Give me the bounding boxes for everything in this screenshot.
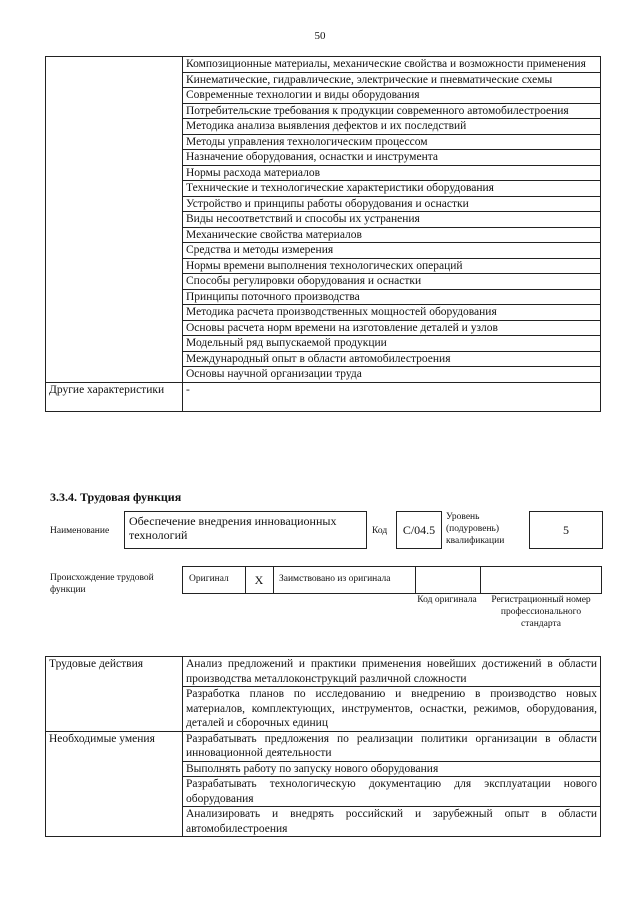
knowledge-item: Современные технологии и виды оборудования [183,88,601,104]
other-label: Другие характеристики [46,382,183,411]
skills-label: Необходимые умения [46,731,183,837]
page-number: 50 [314,30,326,42]
origin-label: Происхождение трудовой функции [50,573,154,595]
labor-action-item: Разработка планов по исследованию и внедрению в производство новых материалов, комплектующих, инструментов, оснастки, режимов, оборудования, деталей и сборочных единиц [183,687,601,732]
skill-item: Разрабатывать предложения по реализации политики организации в области инновационной деятельности [183,731,601,761]
origin-borrowed: Заимствовано из оригинала [279,574,391,584]
labor-actions-label: Трудовые действия [46,657,183,732]
origin-code-cell [415,567,481,593]
skill-item: Разрабатывать технологическую документацию для эксплуатации нового оборудования [183,777,601,807]
name-value: Обеспечение внедрения инновационных технологий [129,514,337,542]
code-value: С/04.5 [402,523,436,537]
knowledge-item: Нормы времени выполнения технологических операций [183,258,601,274]
level-label: Уровень (подуровень) квалификации [446,512,505,546]
knowledge-item: Кинематические, гидравлические, электрические и пневматические схемы [183,72,601,88]
origin-code-caption: Код оригинала [417,595,477,605]
skill-item: Выполнять работу по запуску нового оборудования [183,761,601,777]
knowledge-item: Виды несоответствий и способы их устранения [183,212,601,228]
name-label: Наименование [50,526,110,536]
knowledge-item: Методы управления технологическим процессом [183,134,601,150]
origin-original: Оригинал [189,574,229,584]
skill-item: Анализировать и внедрять российский и зарубежный опыт в области автомобилестроения [183,807,601,837]
table-row [46,731,601,761]
knowledge-item: Средства и методы измерения [183,243,601,259]
other-value: - [183,382,601,411]
level-value: 5 [563,523,569,537]
knowledge-item: Технические и технологические характеристики оборудования [183,181,601,197]
knowledge-item: Основы расчета норм времени на изготовление деталей и узлов [183,320,601,336]
knowledge-item: Международный опыт в области автомобилестроения [183,351,601,367]
origin-mark: X [245,567,274,593]
knowledge-item: Назначение оборудования, оснастки и инструмента [183,150,601,166]
knowledge-item: Принципы поточного производства [183,289,601,305]
knowledge-item: Механические свойства материалов [183,227,601,243]
knowledge-item: Композиционные материалы, механические свойства и возможности применения [183,57,601,73]
knowledge-item: Потребительские требования к продукции современного автомобилестроения [183,103,601,119]
table-row [46,382,601,411]
origin-original-cell [183,567,246,593]
knowledge-table [45,56,601,412]
origin-reg-caption: Регистрационный номер профессионального стандарта [491,595,591,629]
labor-table [45,656,601,837]
knowledge-item: Основы научной организации труда [183,367,601,383]
knowledge-item: Устройство и принципы работы оборудования и оснастки [183,196,601,212]
knowledge-item: Методика анализа выявления дефектов и их последствий [183,119,601,135]
labor-action-item: Анализ предложений и практики применения новейших достижений в области производства металлоконструкций различной сложности [183,657,601,687]
table-row [46,657,601,687]
code-box [396,511,442,549]
code-label: Код [372,526,388,536]
origin-box [182,566,602,594]
knowledge-item: Методика расчета производственных мощностей оборудования [183,305,601,321]
knowledge-item: Модельный ряд выпускаемой продукции [183,336,601,352]
section-title: 3.3.4. Трудовая функция [50,490,182,504]
knowledge-label-cell [46,57,183,383]
knowledge-item: Способы регулировки оборудования и оснастки [183,274,601,290]
name-box [124,511,367,549]
level-box [529,511,603,549]
table-row [46,57,601,73]
knowledge-item: Нормы расхода материалов [183,165,601,181]
